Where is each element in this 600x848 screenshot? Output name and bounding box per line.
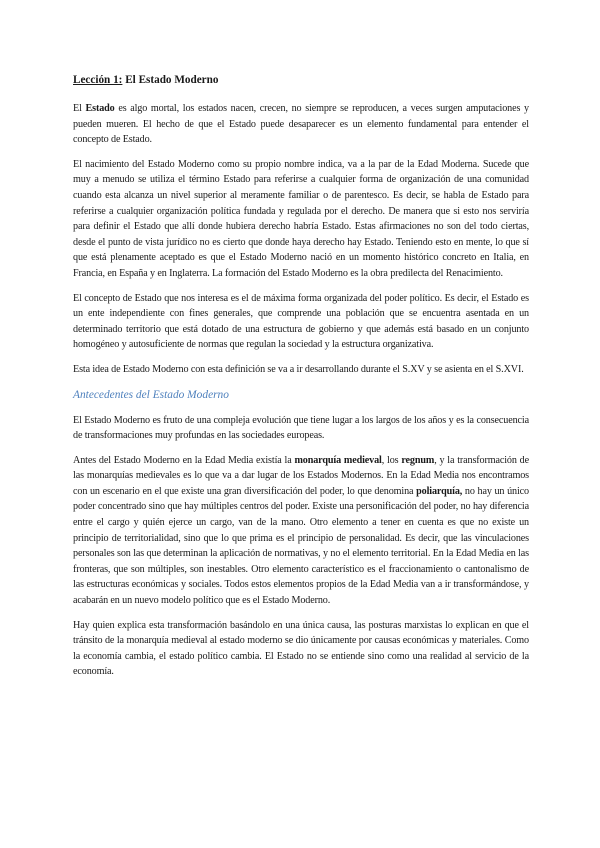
paragraph-6 bbox=[73, 453, 529, 609]
p1-bold-estado: Estado bbox=[85, 103, 115, 114]
p6-bold-regnum: regnum bbox=[401, 454, 435, 466]
p6-bold-poliarquia: poliarquía, bbox=[416, 485, 463, 497]
paragraph-3: El concepto de Estado que nos interesa es el de máxima forma organizada del poder político. Es decir, el Estado es un ente independiente con fines generales, que comprende una población que se encuentra asentada en un determinado territorio que está dotado de una estructura de gobierno y que además está basado en un conjunto homogéneo y autosuficiente de normas que regulan la sociedad y la estructura organizativa. bbox=[73, 292, 529, 351]
paragraph-1 bbox=[73, 101, 529, 148]
p6-text-d: , y la transformación de las monarquías medievales es lo que va a dar lugar de los Estados Modernos. En la Edad Media nos encontramos con un escenario en el que existe una gran diversificación del poder, lo que denomina bbox=[73, 454, 529, 497]
lesson-name: El Estado Moderno bbox=[125, 74, 219, 86]
section-subheading: Antecedentes del Estado Moderno bbox=[73, 388, 229, 401]
p6-text-a: Antes del Estado Moderno en la Edad Media existía la bbox=[73, 454, 295, 466]
paragraph-4: Esta idea de Estado Moderno con esta definición se va a ir desarrollando durante el S.XV y se asienta en el S.XVI. bbox=[73, 363, 524, 375]
paragraph-5: El Estado Moderno es fruto de una compleja evolución que tiene lugar a los largos de los años y es la consecuencia de transformaciones muy profundas en las sociedades europeas. bbox=[73, 414, 529, 442]
page-title bbox=[73, 72, 529, 88]
p6-bold-monarquia: monarquía medieval bbox=[294, 454, 382, 466]
paragraph-7: Hay quien explica esta transformación basándolo en una única causa, las posturas marxistas lo explican en que el tránsito de la monarquía medieval al estado moderno se dio únicamente por causas económicas y materiales. Como la economía cambia, el estado político cambia. El Estado no se entiende sino como una realidad al servicio de la economía. bbox=[73, 619, 529, 678]
paragraph-2: El nacimiento del Estado Moderno como su propio nombre indica, va a la par de la Edad Moderna. Sucede que muy a menudo se utiliza el término Estado para referirse a cualquier forma de organización de una comunidad cuando esta alcanza un nivel superior al meramente familiar o de parentesco. Es decir, se habla de Estado para referirse a cualquier organización política fundada y regulada por el derecho. De manera que si esto nos serviría para definir el Estado que allí donde hubiera derecho habría Estado. Estas afirmaciones no son del todo ciertas, desde el punto de vista jurídico no es cierto que donde haya derecho hay Estado. Teniendo esto en mente, lo que sí que está plenamente aceptado es que el Estado Moderno nació en un momento histórico concreto en Italia, en Francia, en España y en Inglaterra. La formación del Estado Moderno es la obra predilecta del Renacimiento. bbox=[73, 158, 529, 279]
p6-text-e: no hay un único poder concentrado sino que hay múltiples centros del poder. Existe una personificación del poder, no hay diferencia entre el cargo y quién ejerce un cargo, van de la mano. Otro elemento a tener en cuenta es que no existe un principio de territorialidad, sino que lo que prima es el principio de personalidad. Es decir, que las vinculaciones personales son las que determinan la aplicación de normativas, y no el elemento territorial. En la Edad Media en las fronteras, que son múltiples, son inestables. Otro elemento característico es el fraccionamiento o cantonalismo de las estructuras económicas y sociales. Todos estos elementos propios de la Edad Media van a ir transformándose, y acabarán en un nuevo modelo político que es el Estado Moderno. bbox=[73, 485, 529, 607]
p1-text-pre: El bbox=[73, 103, 86, 114]
p6-text-c: , los bbox=[381, 454, 402, 466]
lesson-number: Lección 1: bbox=[73, 74, 123, 86]
p1-text-post: es algo mortal, los estados nacen, crecen, no siempre se reproducen, a veces surgen amputaciones y pueden mueren. El hecho de que el Estado puede desaparecer es un elemento fundamental para entender el concepto de Estado. bbox=[73, 103, 529, 146]
